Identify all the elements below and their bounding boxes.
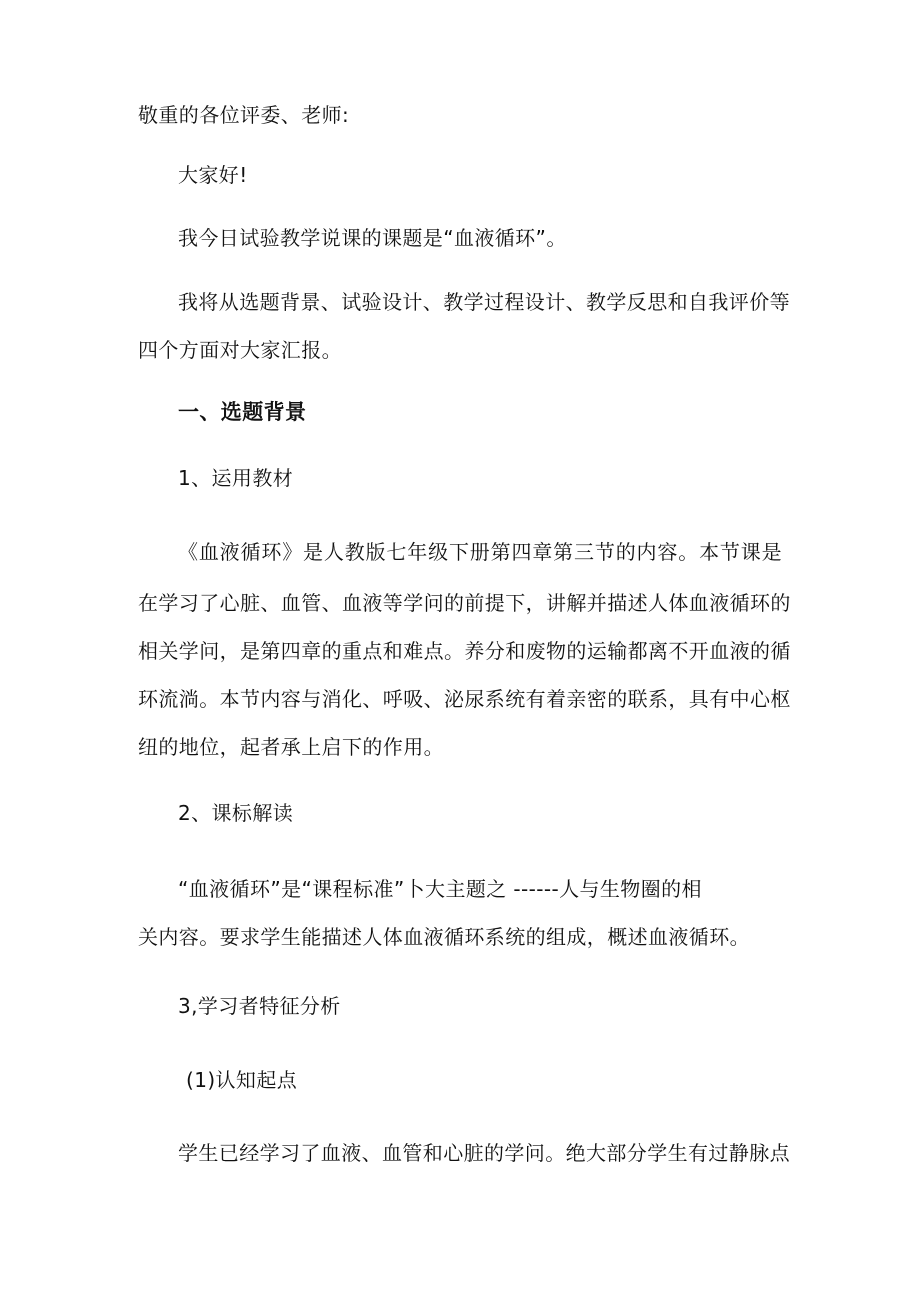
paragraph-line: 在学习了心脏、血管、血液等学问的前提下，讲解并描述人体血液循环的 xyxy=(138,591,791,615)
paragraph-line: 相关学问，是第四章的重点和难点。养分和废物的运输都离不开血液的循 xyxy=(138,639,791,663)
greeting: 大家好! xyxy=(178,163,248,187)
paragraph-line: 学生已经学习了血液、血管和心脏的学问。绝大部分学生有过静脉点 xyxy=(178,1141,790,1165)
intro-plan-line: 我将从选题背景、试验设计、教学过程设计、教学反思和自我评价等 xyxy=(178,290,790,314)
paragraph-line: 纽的地位，起者承上启下的作用。 xyxy=(138,735,444,759)
subsection-title: 1、运用教材 xyxy=(178,466,294,490)
intro-plan-line: 四个方面对大家汇报。 xyxy=(138,338,342,362)
paragraph-line: “血液循环”是“课程标准”卜大主题之 ------人与生物圈的相 xyxy=(178,877,702,901)
intro-topic: 我今日试验教学说课的课题是“血液循环”。 xyxy=(178,226,567,250)
paragraph-line: 关内容。要求学生能描述人体血液循环系统的组成，概述血液循环。 xyxy=(138,925,750,949)
salutation: 敬重的各位评委、老师: xyxy=(138,103,350,127)
subsection-title: 2、课标解读 xyxy=(178,801,294,825)
paragraph-line: 《血液循环》是人教版七年级下册第四章第三节的内容。本节课是 xyxy=(178,540,782,564)
subsection-title: 3,学习者特征分析 xyxy=(178,994,341,1018)
section-heading: 一、选题背景 xyxy=(178,400,307,424)
paragraph-line: 环流淌。本节内容与消化、呼吸、泌尿系统有着亲密的联系，具有中心枢 xyxy=(138,687,791,711)
item-title: (1)认知起点 xyxy=(186,1068,298,1092)
